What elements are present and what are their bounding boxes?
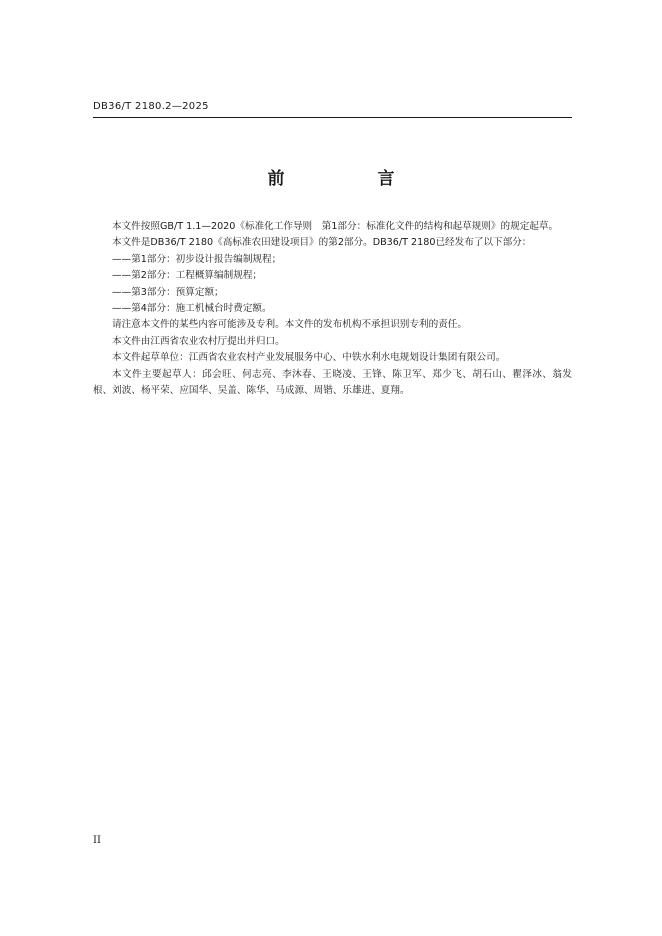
document-code: DB36/T 2180.2—2025 xyxy=(93,101,209,112)
header-rule xyxy=(93,117,572,118)
list-item-part-4: ——第4部分：施工机械台时费定额。 xyxy=(112,303,272,315)
page-title: 前 言 xyxy=(267,169,433,189)
paragraph-drafting-units: 本文件起草单位：江西省农业农村产业发展服务中心、中铁水利水电规划设计集团有限公司。 xyxy=(112,352,506,364)
paragraph-proposer: 本文件由江西省农业农村厅提出并归口。 xyxy=(112,335,285,347)
paragraph-series-intro: 本文件是DB36/T 2180《高标准农田建设项目》的第2部分。DB36/T 2180已经发布了以下部分： xyxy=(112,237,532,249)
paragraph-drafting-basis: 本文件按照GB/T 1.1—2020《标准化工作导则 第1部分：标准化文件的结构和起草规则》的规定起草。 xyxy=(112,221,559,232)
list-item-part-1: ——第1部分：初步设计报告编制规程； xyxy=(112,253,282,265)
paragraph-drafters: 本文件主要起草人：邱会旺、何志亮、李沐春、王晓凌、王锋、陈卫军、郑少飞、胡石山、瞿泽冰、翁发根、刘波、杨平荣、应国华、吴盖、陈华、马成源、周锴、乐雄进、夏翔。 xyxy=(93,368,572,397)
list-item-part-2: ——第2部分：工程概算编制规程； xyxy=(112,270,263,282)
paragraph-patent-notice: 请注意本文件的某些内容可能涉及专利。本文件的发布机构不承担识别专利的责任。 xyxy=(112,319,467,331)
list-item-part-3: ——第3部分：预算定额； xyxy=(112,286,224,298)
foreword-body xyxy=(93,219,572,399)
page-number: II xyxy=(93,835,101,846)
